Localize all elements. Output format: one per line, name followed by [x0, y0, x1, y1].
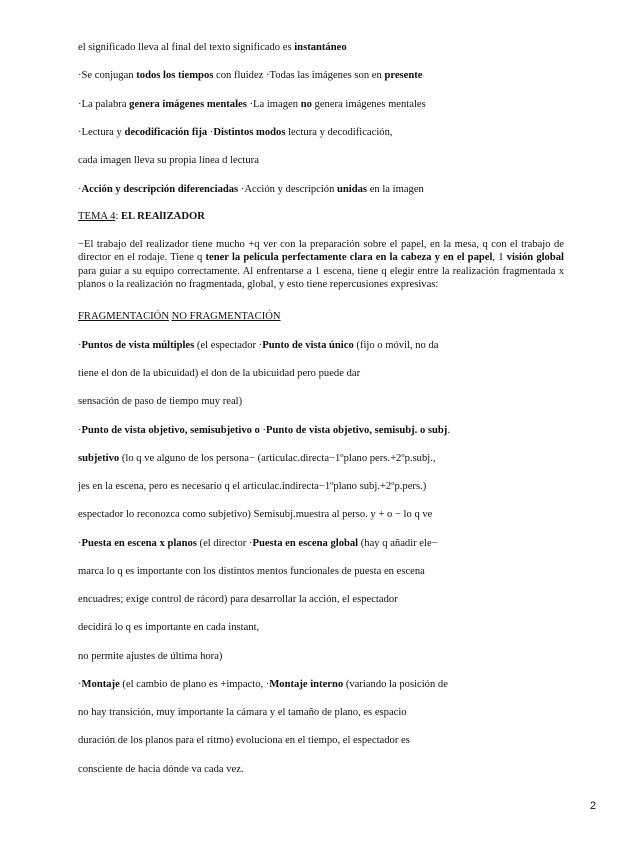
- row-9: marca lo q es importante con los distintos mentos funcionales de puesta en escena: [78, 566, 425, 577]
- row-15: duración de los planos para el ritmo) evoluciona en el tiempo, el espectador es: [78, 735, 410, 746]
- row-7: espectador lo reconozca como subjetivo) Semisubj.muestra al perso. y + o − lo q ve: [78, 509, 433, 520]
- row-8: [78, 537, 438, 550]
- bold-term: Acción y descripción diferenciadas: [81, 184, 239, 195]
- text-span: (fijo o móvil, no da: [353, 340, 439, 351]
- text-span: , 1: [492, 252, 507, 264]
- bold-term: Montaje interno: [269, 679, 344, 690]
- bold-term: Distintos modos: [213, 127, 286, 138]
- text-line-6: [78, 183, 424, 196]
- text-span: ·: [78, 184, 82, 195]
- column-heading-right: NO FRAGMENTACIÓN: [171, 311, 281, 322]
- text-span: ·: [207, 127, 214, 138]
- row-12: no permite ajustes de última hora): [78, 651, 223, 662]
- section-heading: [78, 210, 205, 223]
- text-span: ·: [78, 679, 82, 690]
- row-16: consciente de hacia dónde va cada vez.: [78, 764, 244, 775]
- bold-term: Punto de vista objetivo, semisubj. o subj: [266, 425, 448, 436]
- text-span: (hay q añadir ele−: [358, 538, 438, 549]
- text-span: −El trabajo del realizador tiene mucho +q ver con la preparación sobre el papel, en la mesa, q con el trabajo de director en el rodaje. Tiene q: [78, 239, 564, 264]
- text-span: ·: [78, 425, 82, 436]
- bold-term: unidas: [337, 184, 368, 195]
- bold-term: todos los tiempos: [136, 70, 214, 81]
- row-10: encuadres; exige control de rácord) para desarrollar la acción, el espectador: [78, 594, 398, 605]
- text-line-2: [78, 69, 423, 82]
- heading-separator: :: [115, 211, 121, 222]
- text-span: ·La palabra: [78, 99, 130, 110]
- heading-title: EL REAlIZADOR: [120, 211, 205, 222]
- bold-term: subjetivo: [78, 453, 120, 464]
- bold-term: Punto de vista objetivo, semisubjetivo o: [81, 425, 260, 436]
- text-span: el significado lleva al final del texto significado es: [78, 42, 295, 53]
- text-span: ·: [78, 538, 82, 549]
- text-line-5: cada imagen lleva su propia línea d lectura: [78, 155, 259, 166]
- text-span: (el espectador ·: [194, 340, 263, 351]
- text-span: en la imagen: [367, 184, 424, 195]
- text-span: ·: [259, 425, 267, 436]
- row-11: decidirá lo q es importante en cada instant,: [78, 622, 260, 633]
- bold-term: no: [300, 99, 312, 110]
- text-line-3: [78, 98, 426, 111]
- text-span: con fluidez ·Todas las imágenes son en: [213, 70, 385, 81]
- text-span: ·Se conjugan: [78, 70, 137, 81]
- bold-term: Montaje: [81, 679, 120, 690]
- heading-label: TEMA 4: [78, 211, 116, 222]
- bold-term: tener la película perfectamente clara en la cabeza y en el papel: [205, 252, 493, 264]
- text-span: ·: [78, 340, 82, 351]
- row-1: [78, 339, 439, 352]
- bold-term: Punto de vista único: [262, 340, 354, 351]
- row-6: jes en la escena, pero es necesario q el articulac.indirecta−1ºplano subj.+2ºp.pers.): [78, 481, 427, 492]
- row-13: [78, 678, 448, 691]
- text-span: (el director ·: [196, 538, 253, 549]
- text-line-1: [78, 41, 347, 54]
- column-heading-left: FRAGMENTACIÓN: [78, 311, 169, 322]
- row-2: tiene el don de la ubicuidad) el don de la ubicuidad pero puede dar: [78, 368, 361, 379]
- text-span: (el cambio de plano es +impacto, ·: [119, 679, 270, 690]
- bold-term: presente: [384, 70, 423, 81]
- text-span: ·Acción y descripción: [238, 184, 338, 195]
- text-span: ·La imagen: [246, 99, 301, 110]
- text-span: genera imágenes mentales: [311, 99, 426, 110]
- bold-term: Puntos de vista múltiples: [81, 340, 195, 351]
- text-span: lectura y decodificación,: [285, 127, 393, 138]
- text-span: (lo q ve alguno de los persona− (articulac.directa−1ºplano pers.+2ºp.subj.,: [119, 453, 436, 464]
- bold-term: visión global: [506, 252, 564, 264]
- row-3: sensación de paso de tiempo muy real): [78, 396, 243, 407]
- intro-paragraph: [78, 238, 564, 291]
- row-5: [78, 452, 436, 465]
- text-span: .: [447, 425, 450, 436]
- bold-term: Puesta en escena x planos: [81, 538, 197, 549]
- row-4: [78, 424, 450, 437]
- text-line-4: [78, 126, 393, 139]
- columns-heading: [78, 310, 281, 323]
- page-number: 2: [590, 800, 597, 812]
- bold-term: instantáneo: [294, 42, 347, 53]
- bold-term: decodificación fija: [124, 127, 208, 138]
- text-span: (variando la posición de: [343, 679, 448, 690]
- bold-term: genera imágenes mentales: [129, 99, 247, 110]
- row-14: no hay transición, muy importante la cámara y el tamaño de plano, es espacio: [78, 707, 407, 718]
- text-span: para guiar a su equipo correctamente. Al enfrentarse a 1 escena, tiene q elegir entre la realización fragmentada x planos o la realización no fragmentada, global, y esto tiene repercusiones expresivas:: [78, 265, 564, 290]
- bold-term: Puesta en escena global: [252, 538, 359, 549]
- text-span: ·Lectura y: [78, 127, 125, 138]
